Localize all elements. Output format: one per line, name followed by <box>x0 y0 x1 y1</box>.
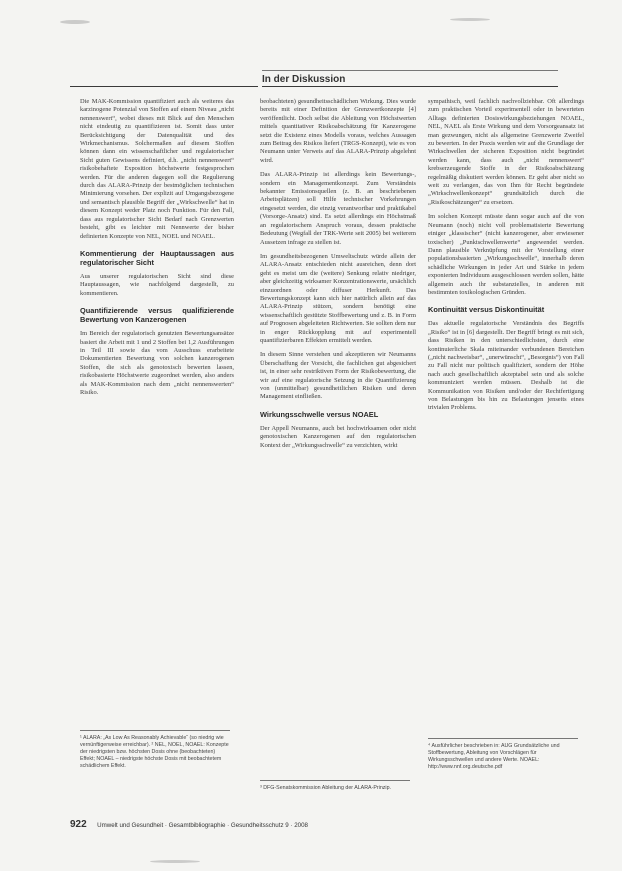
middle-column <box>260 98 416 456</box>
right-paragraph-3: Das aktuelle regulatorische Verständnis des Begriffs „Risiko“ ist in [6] dargestellt. Der Begriff bringt es mit sich, dass Risiken in den unterschiedlichsten, durch eine kontinuierliche Skala miteinander verbundenen Bereichen („nicht nachweisbar“, „unerwünscht“, „Besorgnis“) von Fall zu Fall nicht nur politisch qualifiziert, sondern der Höhe nach auch gesellschaftlich akzeptabel sein und als solche kommuniziert werden müssen. Deshalb ist die Kommunikation von Risiken und/oder der Rechtfertigung von Belastungen bis hin zu Belastungen jenseits eines trivialen Problems. <box>428 320 584 412</box>
footnotes-middle: ³ DFG-Senatskommission Ableitung der ALARA-Prinzip. <box>260 785 392 791</box>
footnote-rule-right <box>428 738 578 739</box>
page-number: 922 <box>70 819 87 830</box>
right-paragraph-1: sympathisch, weil fachlich nachvollziehbar. Oft allerdings zum praktischen Vorteil experimentell oder in bewerteten Alltags definierten Dosiswirkungsbeziehungen NOAEL, NEL, NAEL als Erste Wirkung und dem Vorsorgeansatz ist man gezwungen, nicht als allgemeine Grenzwerte Zweifel zu bewerten. In der Praxis werden wir auf die Grundlage der Wirkschwellen der sicheren Exposition nicht begründet werden kann, dass auch „nicht nennenswert“ krebserzeugende Stoffe in der Risikoabschätzung regelmäßig diskutiert werden können. Er geht aber nicht so weit zu verlangen, das von Ihm für Recht begründete „Wirkschwellenkonzept“ grundsätzlich durch die „Risikoschätzungen“ zu ersetzen. <box>428 98 584 206</box>
left-paragraph-1: Die MAK-Kommission quantifiziert auch als weiteres das karzinogene Potenzial von Stoffen auf einem Niveau „nicht nennenswert“, wobei dieses mit Blick auf den Menschen nicht eindeutig zu quantifizieren ist. Somit dass unter Berücksichtigung der Datenqualität und des Wirkmechanismus. Solchermaßen auf diesem Stoffen können dann ein wissenschaftlicher und regulatorischer Sicht guten Gewissens definiert, d.h. „nicht nennenswert“ risikobehaftete Exposition höchstwerte festgesprochen werden. Für die anderen dagegen soll die Regulierung durch das ALARA-Prinzip der bestmöglichen technischen Minimierung vorsehen. Der explizit auf Umgangsbezogene und semantisch plausible Begriff der „Wirkschwelle“ hat in diesem Konzept weder Platz noch Funktion. Für den Fall, dass aus regulatorischer Sicht Bedarf nach Grenzwerten besteht, gibt es leichter mit Nennwerte der bisher definierten Konzepte von NEL, NOEL und NOAEL. <box>80 98 234 240</box>
heading-quantifizierende: Quantifizierende versus qualifizierende Bewertung von Kanzerogenen <box>80 306 234 325</box>
top-rule <box>262 70 558 71</box>
middle-paragraph-3: Im gesundheitsbezogenen Umweltschutz würde allein der ALARA-Ansatz entschieden nicht ausreichen, denn dort geht es meist um die (weitere) Senkung relativ niedriger, aber gleichzeitig wirksamer Konzentrationswerte, ursächlich einzuordnen oder diffuser Herkunft. Das Bewertungskonzept kann sich hier natürlich allein auf das ALARA-Prinzip stützen, sondern benötigt eine wissenschaftlich gestützte Stoffbewertung und z. B. in Form auf Prognosen abgeleiteten Richtwerten. Sie sollten dem nur in enger Rückkopplung mit auf experimentell quantifizierbaren Effekten ermittelt werden. <box>260 252 416 344</box>
middle-paragraph-1: beobachteten) gesundheitsschädlichen Wirkung. Dies wurde bereits mit einer Definition der Grenzwertkonzepte [4] veröffentlicht. Doch selbst die Ableitung von Höchstwerten mittels quantitativer Risikoabschätzung für Kanzerogene setzt die Existenz eines Modells voraus, welches Aussagen zum Beitrag des Risikos liefert (TRGS-Konzept), wie es von Neumann unter Verweis auf das ALARA-Prinzip abgelehnt wird. <box>260 98 416 164</box>
footnote-rule-left <box>80 730 230 731</box>
page-footer <box>70 814 308 832</box>
publication-line: Umwelt und Gesundheit · Gesamtbibliographie · Gesundheitsschutz 9 · 2008 <box>97 822 308 829</box>
header-rule-left <box>70 86 258 87</box>
heading-wirkungsschwelle: Wirkungsschwelle versus NOAEL <box>260 409 379 419</box>
section-title: In der Diskussion <box>262 74 346 85</box>
middle-paragraph-5: Der Appell Neumanns, auch bei hochwirksamen oder nicht genotoxischen Kanzerogenen auf den regulatorischen Kontext der „Wirkungsschwelle“ zu verzichten, wirkt <box>260 424 416 449</box>
right-paragraph-2: Im solchen Konzept müsste dann sogar auch auf die von Neumann (noch) nicht voll problematisierte Bewertung einiger „klassischer“ (nicht kanzerogener, aber erwiesener toxischer) „Punktschwellenwerte“ angewendet werden. Dann plausible Verknüpfung mit der Vorstellung einer populationsbasierten „Wirkungsschwelle“, innerhalb deren schädliche Wirkungen in jeder Art und Stärke in jedem exponierten Individuum ausgeschlossen werden sollen, hätte allgemein auch ihr substanzielles, in anderen mit bestimmten toxikologischen Gründen. <box>428 213 584 296</box>
scan-artifact <box>60 20 90 24</box>
middle-paragraph-2: Das ALARA-Prinzip ist allerdings kein Bewertungs-, sondern ein Managementkonzept. Zum Verständnis bekannter Emissionsquellen (z. B. an beschriebenen Arbeitsplätzen) soll Hilfe technischer Vorkehrungen eingesetzt werden, die einzig verantwortbar und praktikabel (Vorsorge-Ansatz) sind. Es setzt allerdings ein Höchstmaß an regulatorischem Anspruch voraus, dessen praktische Bedeutung (Wegfall der TRK-Werte seit 2005) bei weiterem Aussetzen infrage zu stellen ist. <box>260 171 416 246</box>
left-column <box>80 98 234 403</box>
left-paragraph-3: Im Bereich der regulatorisch genutzten Bewertungsansätze basiert die Arbeit mit 1 und 2 Stoffen bei 1,2 Ausführungen in Teil III sowie das vom Ausschuss erarbeitete Dokumentierten Bewertung von solchen kanzerogenen Stoffen, die sich als genotoxisch bewerten lassen, risikobasierte Höchstwerte zugeordnet werden, also anders als MAK-Kommission nach dem „nicht nennenswerten“ Risiko. <box>80 330 234 396</box>
footnotes-left: ¹ ALARA: „As Low As Reasonably Achievable“ (so niedrig wie vernünftigerweise erreichbar). ² NEL, NOEL, NOAEL: Konzepte der niedrigsten bzw. höchsten Dosis ohne (beobachteten) Effekt; NOAEL – niedrigste höchste Dosis mit beobachtetem schädlichem Effekt. <box>80 735 229 769</box>
scan-artifact <box>150 860 200 863</box>
footnote-rule-middle <box>260 780 410 781</box>
scan-artifact <box>450 18 490 21</box>
right-column <box>428 98 584 419</box>
left-paragraph-2: Aus unserer regulatorischen Sicht sind diese Hauptaussagen, wie nachfolgend dargestellt, zu kommentieren. <box>80 272 234 297</box>
footnotes-right: ⁴ Ausführlicher beschrieben in: AUG Grundsätzliche und Stoffbewertung, Ableitung von Vorschlägen für Wirkungsschwellen und andere Werte. NOAEL: http://www.nnf.org.deutsche.pdf <box>428 743 560 770</box>
header-rule-right <box>262 86 558 87</box>
heading-kontinuitaet: Kontinuität versus Diskontinuität <box>428 305 545 315</box>
heading-hauptaussagen: Kommentierung der Hauptaussagen aus regulatorischer Sicht <box>80 248 234 267</box>
middle-paragraph-4: In diesem Sinne verstehen und akzeptieren wir Neumanns Überschaffung der Vorsicht, die fachlichen gut abgesichert ist, in einer sehr restriktiven Form der Risikobewertung, die wir auf eine regulatorische Setzung in die Quantifizierung von (unmittelbar) gesundheitlichen Risiken und deren Management einfließen. <box>260 351 416 401</box>
